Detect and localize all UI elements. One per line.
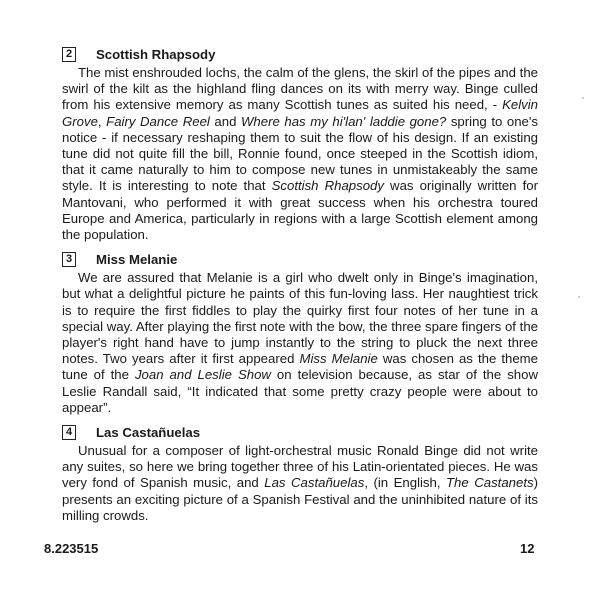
- catalogue-number: 8.223515: [44, 541, 99, 556]
- track-number-box: 3: [62, 252, 76, 267]
- italic-title-run: The Castanets: [446, 475, 534, 491]
- text-run: We are assured that Melanie is a girl who dwelt only in Binge's imagination, but what a delightful picture he paints of this fun-loving lass. Her naughtiest trick is to require the first fiddles to play the quirky first four notes of her tune in a special way. After playing the first note with the bow, the three spare fingers of the player's right hand have to jump instantly to the string to pluck the next three notes. Two years after it first appeared: [62, 270, 538, 367]
- section-title: Las Castañuelas: [96, 424, 201, 440]
- italic-title-run: Kelvin Grove: [62, 97, 538, 129]
- section-miss-melanie: [62, 249, 538, 416]
- section-title: Miss Melanie: [96, 251, 178, 267]
- track-number-box: 2: [62, 47, 76, 62]
- text-run: and: [209, 113, 241, 129]
- italic-title-run: Las Castañuelas: [264, 475, 365, 491]
- italic-title-run: Miss Melanie: [299, 351, 378, 367]
- text-run: was chosen as the theme tune of the: [62, 351, 538, 383]
- section-heading: [62, 44, 538, 64]
- italic-title-run: Fairy Dance Reel: [106, 113, 210, 129]
- italic-title-run: Joan and Leslie Show: [134, 367, 271, 383]
- text-run: on television because, as star of the show Leslie Randall said, “It indicated that some pretty crazy people were about to appear”.: [62, 367, 538, 415]
- text-run: ,: [97, 113, 107, 129]
- text-run: The mist enshrouded lochs, the calm of the glens, the skirl of the pipes and the swirl of the kilt as the highland fling dances on its with merry way. Binge culled from his extensive memory as many Scottish tunes as suited his need, -: [62, 65, 538, 113]
- section-las-castanuelas: [62, 422, 538, 524]
- text-run: ) presents an exciting picture of a Spanish Festival and the uninhibited nature of its milling crowds.: [62, 475, 538, 523]
- italic-title-run: Scottish Rhapsody: [271, 178, 384, 194]
- text-run: Unusual for a composer of light-orchestral music Ronald Binge did not write any suites, so here we bring together three of his Latin-orientated pieces. He was very fond of Spanish music, and: [62, 443, 538, 491]
- section-body: [62, 270, 538, 416]
- section-scottish-rhapsody: [62, 44, 538, 243]
- text-run: , (in English,: [364, 475, 446, 491]
- section-heading: [62, 422, 538, 442]
- section-heading: [62, 249, 538, 269]
- section-body: [62, 65, 538, 243]
- scan-artifact: [578, 296, 580, 298]
- text-run: spring to one's notice - if necessary reshaping them to suit the flow of his design. If an existing tune did not quite fill the bill, Ronnie found, once steeped in the Scottish idiom, that it came naturally to him to compose new tunes in unmistakeably the same style. It is interesting to note that: [62, 113, 538, 194]
- section-title: Scottish Rhapsody: [96, 46, 216, 62]
- page-number: 12: [520, 541, 535, 556]
- section-body: [62, 443, 538, 524]
- italic-title-run: Where has my hi'lan' laddie gone?: [240, 113, 447, 129]
- text-run: was originally written for Mantovani, who performed it with great success when his orchestra toured Europe and America, particularly in regions with a large Scottish element among the population.: [62, 178, 538, 243]
- track-number-box: 4: [62, 425, 76, 440]
- booklet-page: [62, 44, 538, 530]
- scan-artifact: [582, 97, 584, 99]
